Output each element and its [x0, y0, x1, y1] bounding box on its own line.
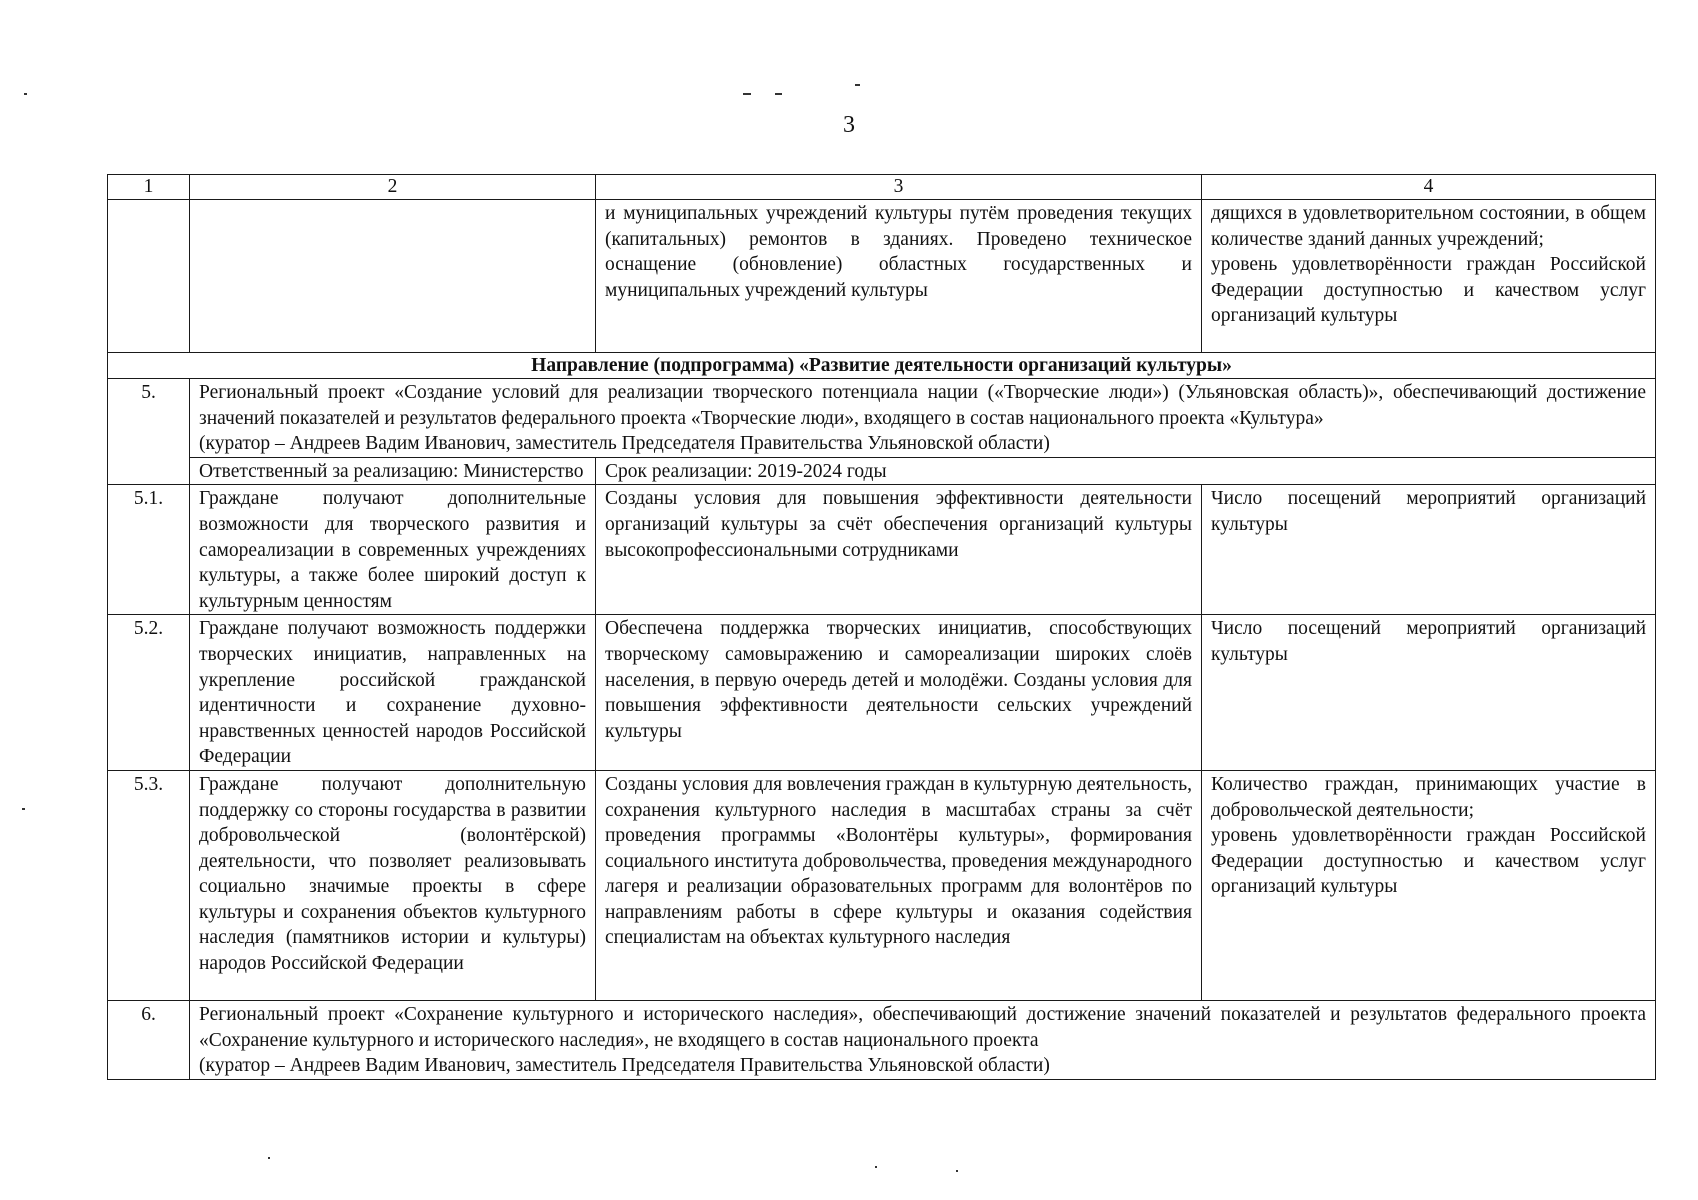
scan-speck	[956, 1170, 958, 1172]
project-description: Региональный проект «Сохранение культурного и исторического наследия», обеспечивающий достижение значений показателей и результатов федерального проекта «Сохранение культурного и исторического наследия», не входящего в состав национального проекта	[199, 1003, 1646, 1051]
scan-speck	[24, 93, 27, 95]
row-number: 6.	[108, 1000, 190, 1079]
column-header: 3	[596, 175, 1202, 200]
responsible-cell: Ответственный за реализацию: Министерство	[190, 457, 596, 485]
program-table	[107, 174, 1656, 1080]
description-cell: Созданы условия для вовлечения граждан в культурную деятельность, сохранения культурного наследия в масштабах страны за счёт проведения программы «Волонтёры культуры», формирования социального института добровольчества, проведения международного лагеря и реализации образовательных программ для волонтёров по направлениям работы в сфере культуры и оказания содействия специалистам на объектах культурного наследия	[596, 770, 1202, 1000]
project-curator: (куратор – Андреев Вадим Иванович, заместитель Председателя Правительства Ульяновской области)	[199, 1055, 1050, 1077]
scan-speck	[775, 93, 782, 95]
result-cell: Граждане получают дополнительную поддержку со стороны государства в развитии добровольческой (волонтёрской) деятельности, что позволяет реализовывать социально значимые проекты в сфере культуры и сохранения объектов культурного наследия (памятников истории и культуры) народов Российской Федерации	[190, 770, 596, 1000]
indicator-cell: Число посещений мероприятий организаций культуры	[1202, 615, 1656, 771]
project-5-meta-row	[108, 457, 1656, 485]
continuation-row	[108, 200, 1656, 353]
project-5-text	[190, 379, 1656, 458]
empty-cell	[108, 200, 190, 353]
scan-speck	[268, 1157, 270, 1159]
scan-speck	[743, 93, 751, 95]
row-number: 5.1.	[108, 485, 190, 615]
row-number: 5.	[108, 379, 190, 485]
empty-cell	[190, 200, 596, 353]
column-header: 2	[190, 175, 596, 200]
table-row	[108, 770, 1656, 1000]
indicator-text: дящихся в удовлетворительном состоянии, в общем количестве зданий данных учреждений;	[1211, 203, 1646, 250]
description-cell: Обеспечена поддержка творческих инициатив, способствующих творческому самовыражению и самореализации широких слоёв населения, в первую очередь детей и молодёжи. Созданы условия для повышения эффективности деятельности сельских учреждений культуры	[596, 615, 1202, 771]
section-row	[108, 353, 1656, 379]
period-cell: Срок реализации: 2019-2024 годы	[596, 457, 1656, 485]
project-6-row	[108, 1000, 1656, 1079]
page-number: 3	[843, 112, 855, 138]
indicator-text: уровень удовлетворённости граждан Российской Федерации доступностью и качеством услуг организаций культуры	[1211, 254, 1646, 327]
description-cell: Созданы условия для повышения эффективности деятельности организаций культуры за счёт обеспечения организаций культуры высокопрофессиональными сотрудниками	[596, 485, 1202, 615]
project-5-row	[108, 379, 1656, 458]
column-header-row	[108, 175, 1656, 200]
result-cell: Граждане получают дополнительные возможности для творческого развития и самореализации в современных учреждениях культуры, а также более широкий доступ к культурным ценностям	[190, 485, 596, 615]
section-title: Направление (подпрограмма) «Развитие деятельности организаций культуры»	[108, 353, 1656, 379]
indicator-cell: Число посещений мероприятий организаций культуры	[1202, 485, 1656, 615]
result-cell: Граждане получают возможность поддержки творческих инициатив, направленных на укрепление российской гражданской идентичности и сохранение духовно-нравственных ценностей народов Российской Федерации	[190, 615, 596, 771]
indicator-text: уровень удовлетворённости граждан Российской Федерации доступностью и качеством услуг организаций культуры	[1211, 825, 1646, 898]
indicator-cell	[1202, 770, 1656, 1000]
column-header: 1	[108, 175, 190, 200]
table-row	[108, 615, 1656, 771]
row-number: 5.2.	[108, 615, 190, 771]
project-description: Региональный проект «Создание условий для реализации творческого потенциала нации («Творческие люди») (Ульяновская область)», обеспечивающий достижение значений показателей и результатов федерального проекта «Творческие люди», входящего в состав национального проекта «Культура»	[199, 382, 1646, 429]
scan-speck	[875, 1166, 877, 1168]
column-header: 4	[1202, 175, 1656, 200]
scan-speck	[22, 808, 25, 810]
continuation-col4	[1202, 200, 1656, 353]
project-curator: (куратор – Андреев Вадим Иванович, заместитель Председателя Правительства Ульяновской области)	[199, 433, 1050, 455]
row-number: 5.3.	[108, 770, 190, 1000]
project-6-text	[190, 1000, 1656, 1079]
indicator-text: Количество граждан, принимающих участие в добровольческой деятельности;	[1211, 773, 1646, 821]
scan-speck	[855, 84, 860, 86]
table-row	[108, 485, 1656, 615]
continuation-col3: и муниципальных учреждений культуры путём проведения текущих (капитальных) ремонтов в зданиях. Проведено техническое оснащение (обновление) областных государственных и муниципальных учреждений культуры	[596, 200, 1202, 353]
